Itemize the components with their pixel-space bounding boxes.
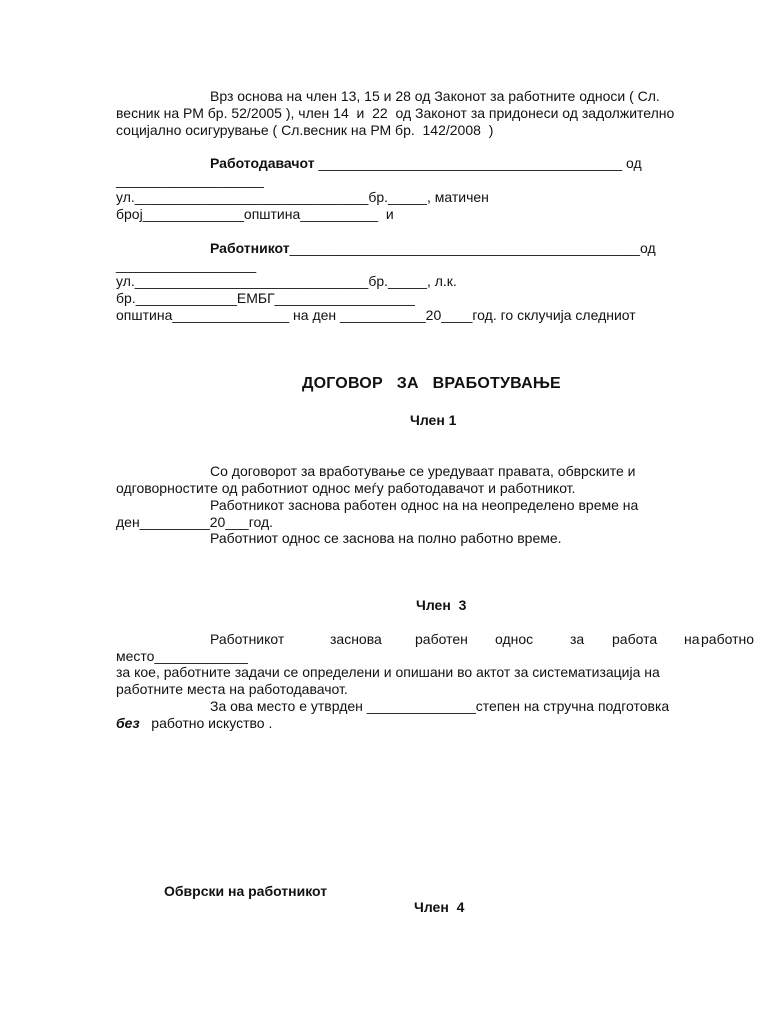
article-4-heading: Член 4 [414, 899, 465, 915]
article-3-bold-word: без [116, 715, 140, 731]
article-3-word-7: на [684, 631, 700, 647]
article-3-word-5: за [570, 631, 585, 647]
article-3-p1-line-2: место____________ [116, 648, 248, 664]
employer-line-1 [210, 155, 642, 172]
article-1-p3-line-1: Работниот однос се заснова на полно работно време. [210, 530, 562, 546]
article-1-p2-line-2: ден_________20___год. [116, 514, 274, 530]
employee-line-5: општина_______________ на ден ___________20____год. го склучија следниот [116, 307, 636, 323]
article-3-word-1: Работникот [210, 631, 285, 647]
employer-line-3: ул.______________________________бр._____, матичен [116, 189, 489, 205]
article-1-p1-line-2: одговорностите од работниот однос меѓу работодавачот и работникот. [116, 480, 576, 496]
article-3-p2-line-2 [116, 715, 272, 732]
employer-label: Работодавачот [210, 155, 315, 171]
article-3-word-6: работа [612, 631, 658, 647]
employee-line-4: бр._____________ЕМБГ__________________ [116, 290, 415, 306]
employer-name-blank: _______________________________________ од [314, 155, 642, 171]
article-3-word-2: заснова [330, 631, 382, 647]
article-3-word-4: однос [495, 631, 534, 647]
employer-line-4: број_____________општина__________ и [116, 206, 394, 222]
article-3-p2-line-2-rest: работно искуство . [139, 715, 273, 731]
employee-name-blank: _____________________________________________од [289, 240, 656, 256]
article-1-heading: Член 1 [410, 412, 457, 428]
obligations-heading: Обврски на работникот [164, 883, 328, 899]
article-3-word-3: работен [415, 631, 468, 647]
employee-label: Работникот [210, 240, 290, 256]
article-1-p2-line-1: Работникот заснова работен однос на на неопределено време на [210, 497, 639, 513]
intro-line-1: Врз основа на член 13, 15 и 28 од Законот за работните односи ( Сл. [210, 88, 660, 104]
intro-line-2: весник на РМ бр. 52/2005 ), член 14 и 22 од Законот за придонеси од задолжително [116, 105, 675, 121]
article-3-heading: Член 3 [416, 597, 467, 613]
intro-line-3: социјално осигурување ( Сл.весник на РМ бр. 142/2008 ) [116, 122, 494, 138]
article-3-p1-line-4: работните места на работодавачот. [116, 681, 348, 697]
article-3-p1-line-3: за кое, работните задачи се определени и опишани во актот за систематизација на [116, 664, 660, 680]
employee-line-3: ул.______________________________бр._____, л.к. [116, 273, 457, 289]
article-3-word-8: работно [701, 631, 754, 647]
article-3-p2-line-1: За ова место е утврден ______________степен на стручна подготовка [210, 698, 670, 714]
employee-line-1 [210, 240, 656, 257]
employee-line-2: __________________ [116, 257, 257, 273]
employer-line-2: ___________________ [116, 172, 264, 188]
document-title: ДОГОВОР ЗА ВРАБОТУВАЊЕ [302, 375, 561, 392]
article-1-p1-line-1: Со договорот за вработување се уредуваат правата, обврските и [210, 463, 636, 479]
